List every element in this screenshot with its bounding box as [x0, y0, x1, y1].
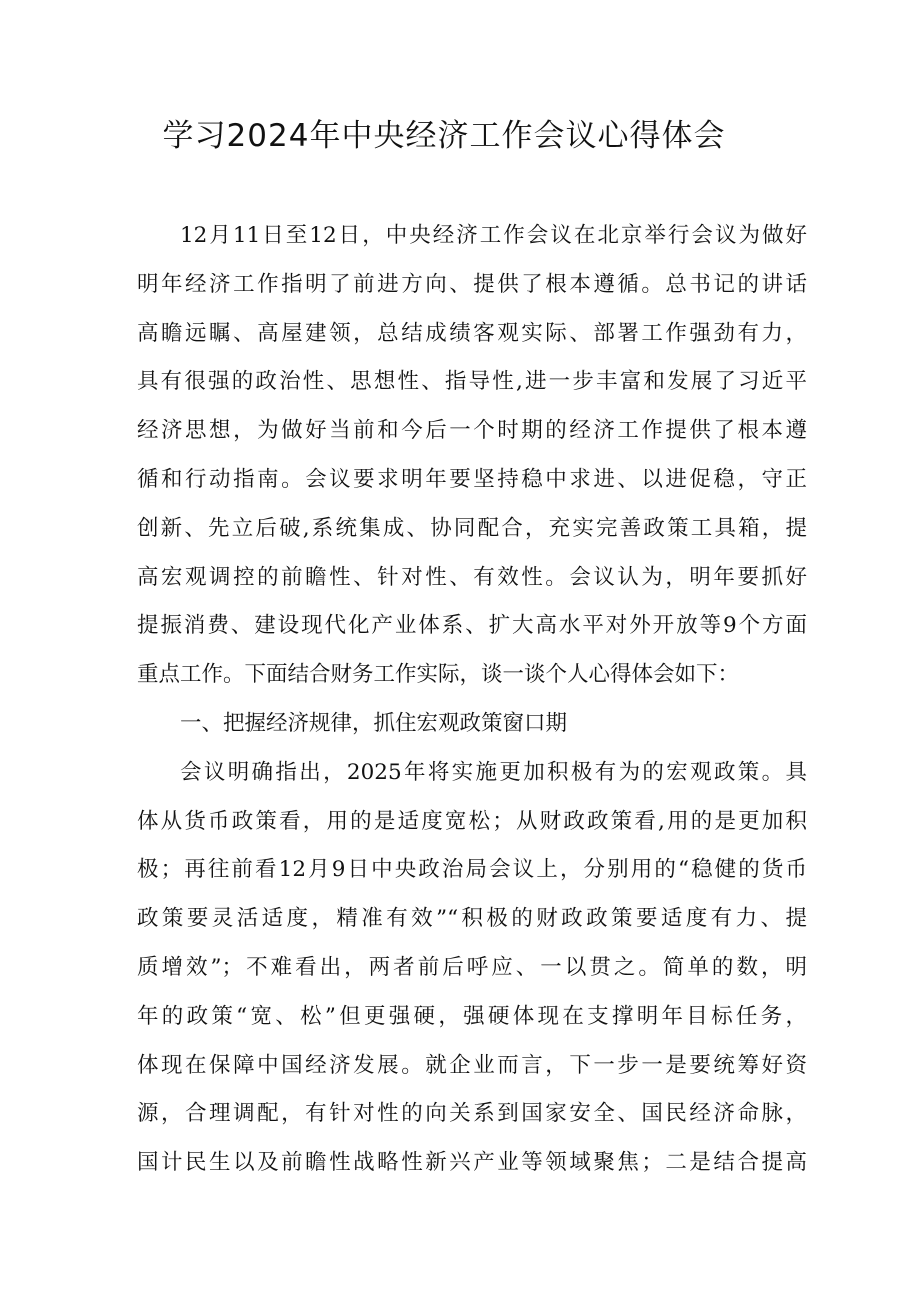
text-line: 源，合理调配，有针对性的向关系到国家安全、国民经济命脉，	[137, 1101, 807, 1127]
document-title: 学习2024年中央经济工作会议心得体会	[162, 118, 726, 154]
text-line: 年的政策“宽、松”但更强硬，强硬体现在支撑明年目标任务，	[137, 1003, 807, 1029]
text-line: 体从货币政策看，用的是适度宽松；从财政政策看,用的是更加积	[137, 808, 807, 834]
text-line: 体现在保障中国经济发展。就企业而言，下一步一是要统筹好资	[137, 1052, 807, 1078]
text-line: 会议明确指出，2025年将实施更加积极有为的宏观政策。具	[180, 759, 807, 785]
document-body	[137, 212, 807, 1188]
text-line: 重点工作。下面结合财务工作实际，谈一谈个人心得体会如下：	[137, 662, 740, 688]
text-line: 政策要灵活适度，精准有效”“积极的财政政策要适度有力、提	[137, 906, 807, 932]
text-line: 12月11日至12日，中央经济工作会议在北京举行会议为做好	[180, 223, 807, 248]
text-line: 极；再往前看12月9日中央政治局会议上，分别用的“稳健的货币	[137, 857, 807, 883]
text-line: 循和行动指南。会议要求明年要坚持稳中求进、以进促稳，守正	[137, 466, 807, 492]
text-line: 高宏观调控的前瞻性、针对性、有效性。会议认为，明年要抓好	[137, 564, 807, 590]
text-line: 提振消费、建设现代化产业体系、扩大高水平对外开放等9个方面	[137, 613, 807, 639]
section-heading: 一、把握经济规律，抓住宏观政策窗口期	[180, 710, 568, 736]
text-line: 国计民生以及前瞻性战略性新兴产业等领域聚焦；二是结合提高	[137, 1150, 807, 1176]
text-line: 具有很强的政治性、思想性、指导性,进一步丰富和发展了习近平	[137, 369, 807, 395]
text-line: 质增效”；不难看出，两者前后呼应、一以贯之。简单的数，明	[137, 954, 807, 980]
text-line: 经济思想，为做好当前和今后一个时期的经济工作提供了根本遵	[137, 418, 807, 444]
text-line: 高瞻远瞩、高屋建领，总结成绩客观实际、部署工作强劲有力，	[137, 320, 807, 346]
text-line: 创新、先立后破,系统集成、协同配合，充实完善政策工具箱，提	[137, 515, 807, 541]
text-line: 明年经济工作指明了前进方向、提供了根本遵循。总书记的讲话	[137, 271, 807, 297]
